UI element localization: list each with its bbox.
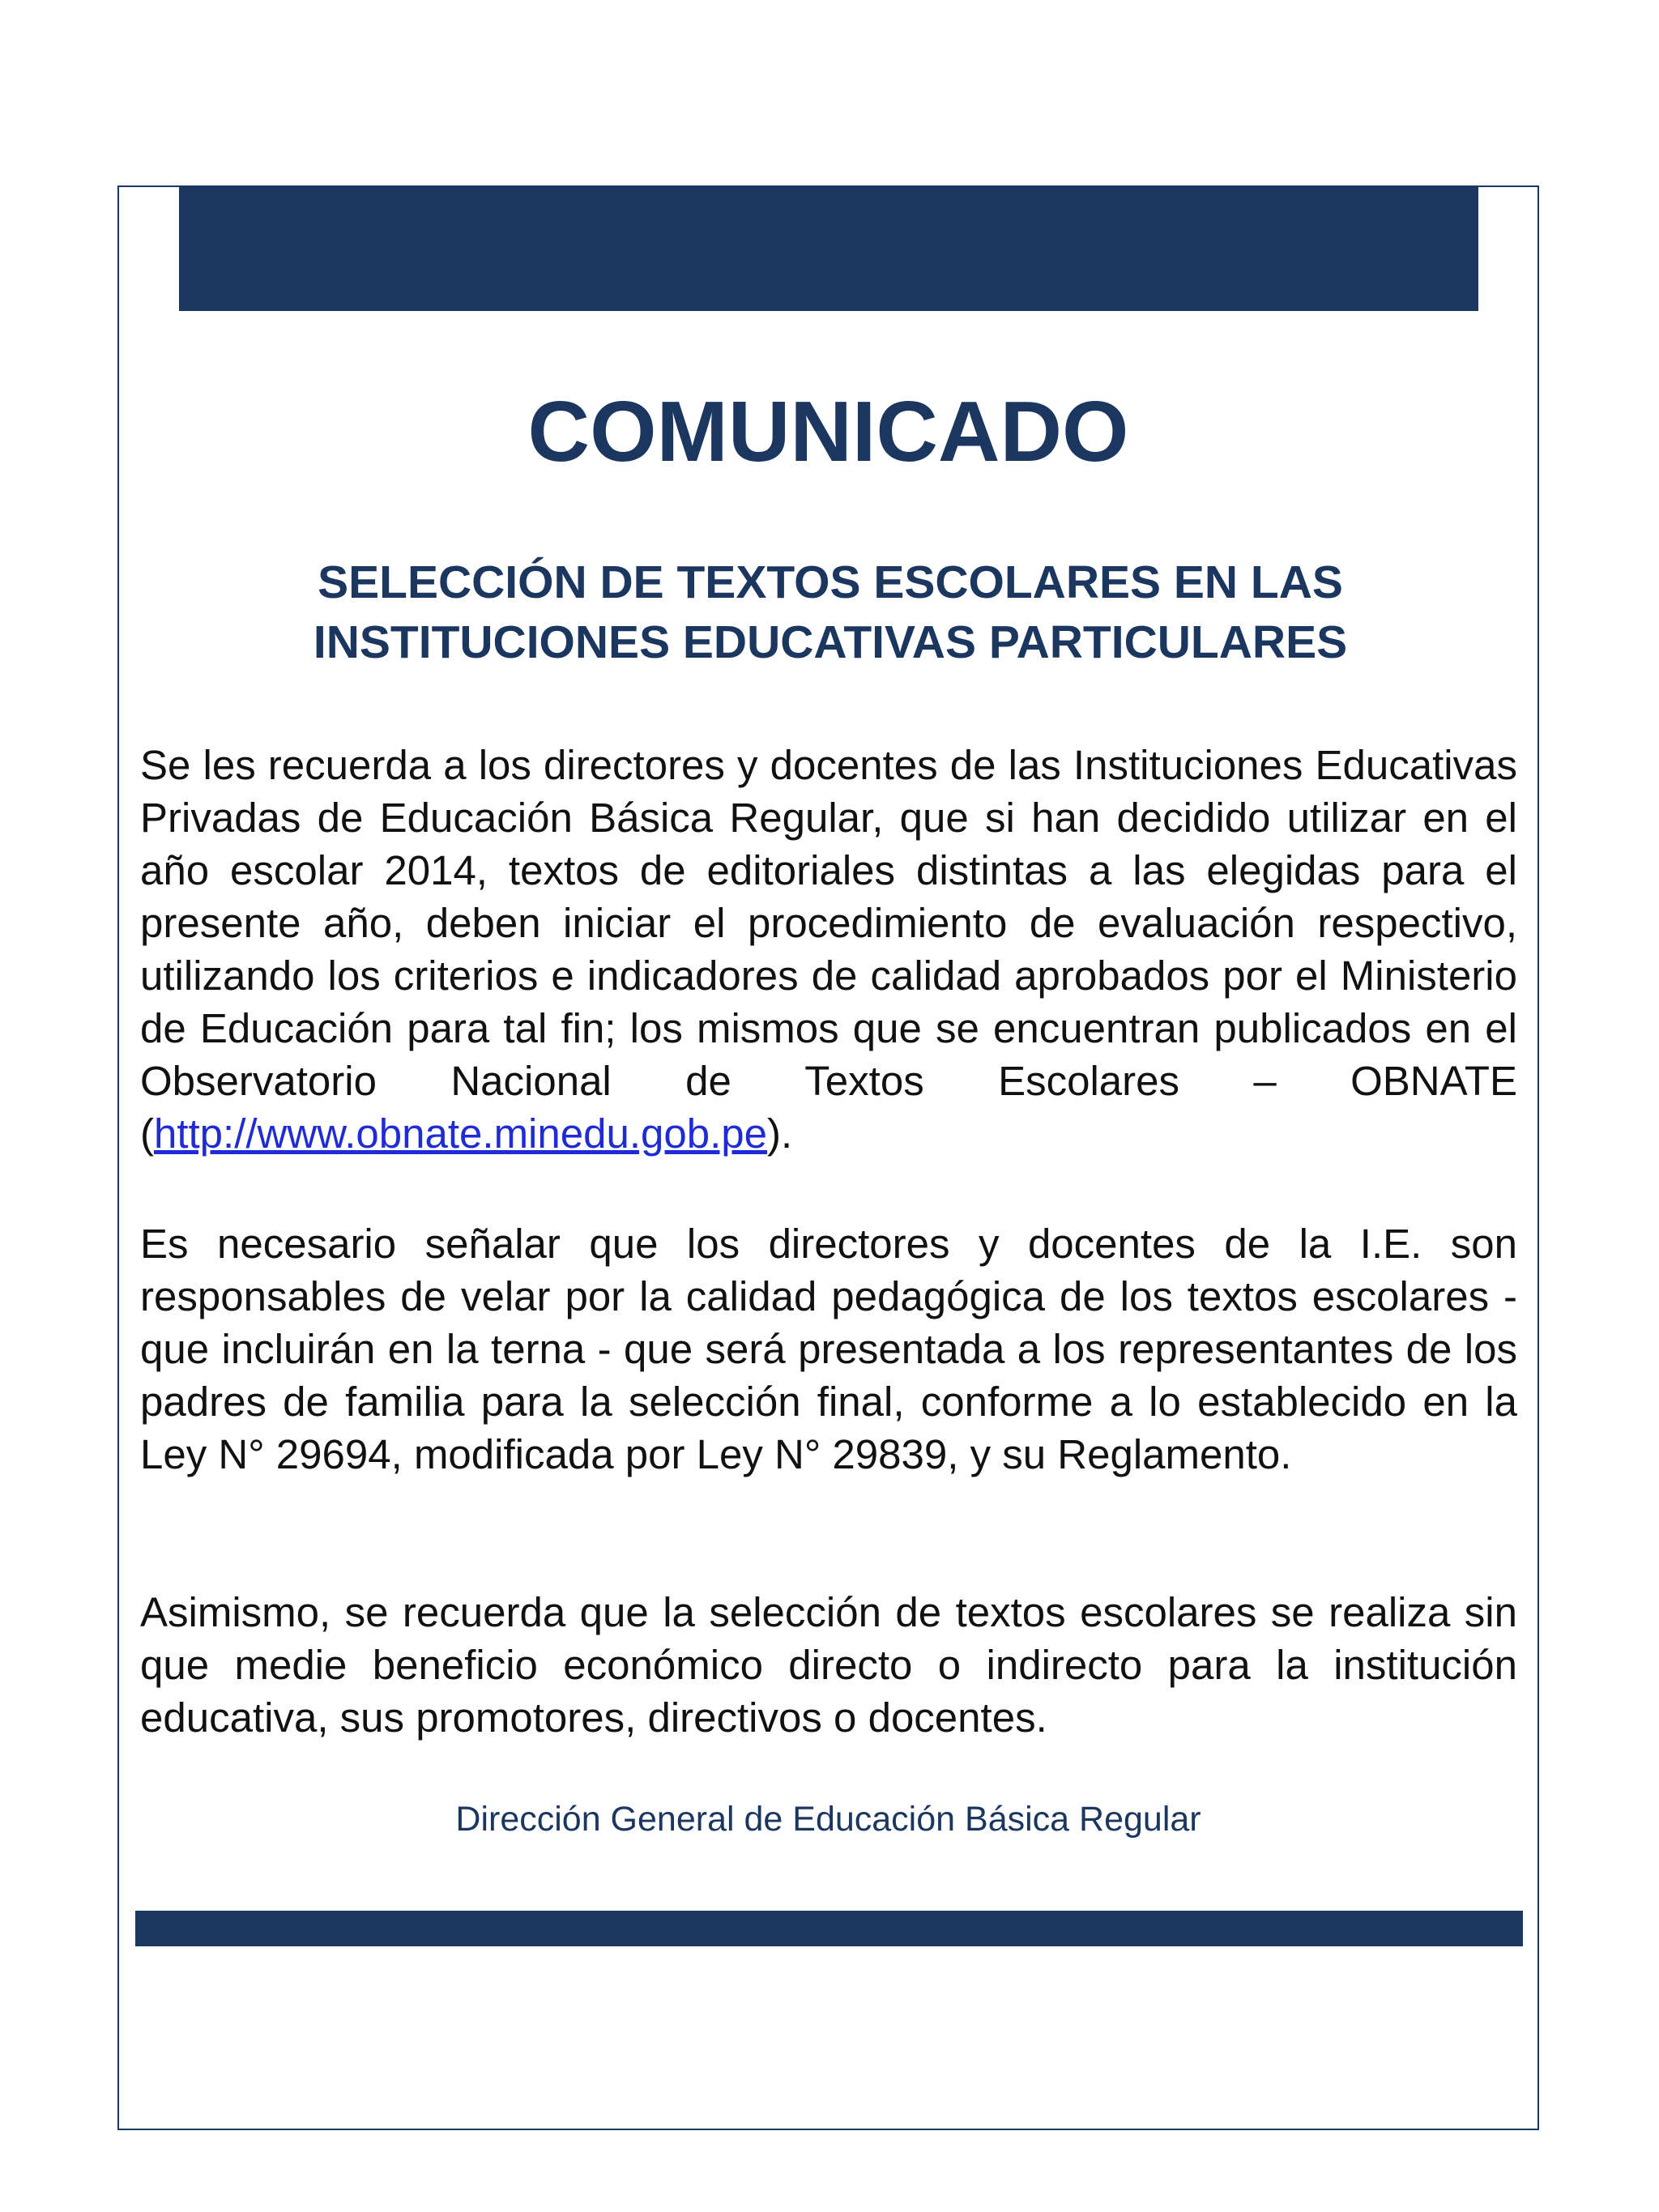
paragraph-no-benefit: Asimismo, se recuerda que la selección de textos escolares se realiza sin que medie beneficio económico directo o indirecto para la institución educativa, sus promotores, directivos o docentes. — [140, 1589, 1517, 1741]
document-subtitle: SELECCIÓN DE TEXTOS ESCOLARES EN LAS INSTITUCIONES EDUCATIVAS PARTICULARES — [313, 556, 1348, 668]
footer-band — [135, 1911, 1523, 1946]
signature-dept: Dirección General de Educación Básica Regular — [455, 1800, 1201, 1839]
obnate-link[interactable]: http://www.obnate.minedu.gob.pe — [153, 1110, 767, 1157]
paragraph-reminder — [140, 739, 1517, 1160]
document-title: COMUNICADO — [527, 384, 1129, 479]
paragraph-reminder-tail: ). — [767, 1110, 793, 1157]
paragraph-reminder-text: Se les recuerda a los directores y docentes de las Instituciones Educativas Privadas de Educación Básica Regular, que si han decidido utilizar en el año escolar 2014, textos de editoriales distintas a las elegidas para el presente año, deben iniciar el procedimiento de evaluación respectivo, utilizando los criterios e indicadores de calidad aprobados por el Ministerio de Educación para tal fin; los mismos que se encuentran publicados en el Observatorio Nacional de Textos Escolares – OBNATE ( — [140, 742, 1517, 1157]
paragraph-responsibility: Es necesario señalar que los directores y docentes de la I.E. son responsables de velar por la calidad pedagógica de los textos escolares - que incluirán en la terna - que será presentada a los representantes de los padres de familia para la selección final, conforme a lo establecido en la Ley N° 29694, modificada por Ley N° 29839, y su Reglamento. — [140, 1221, 1517, 1477]
header-band — [179, 185, 1478, 311]
